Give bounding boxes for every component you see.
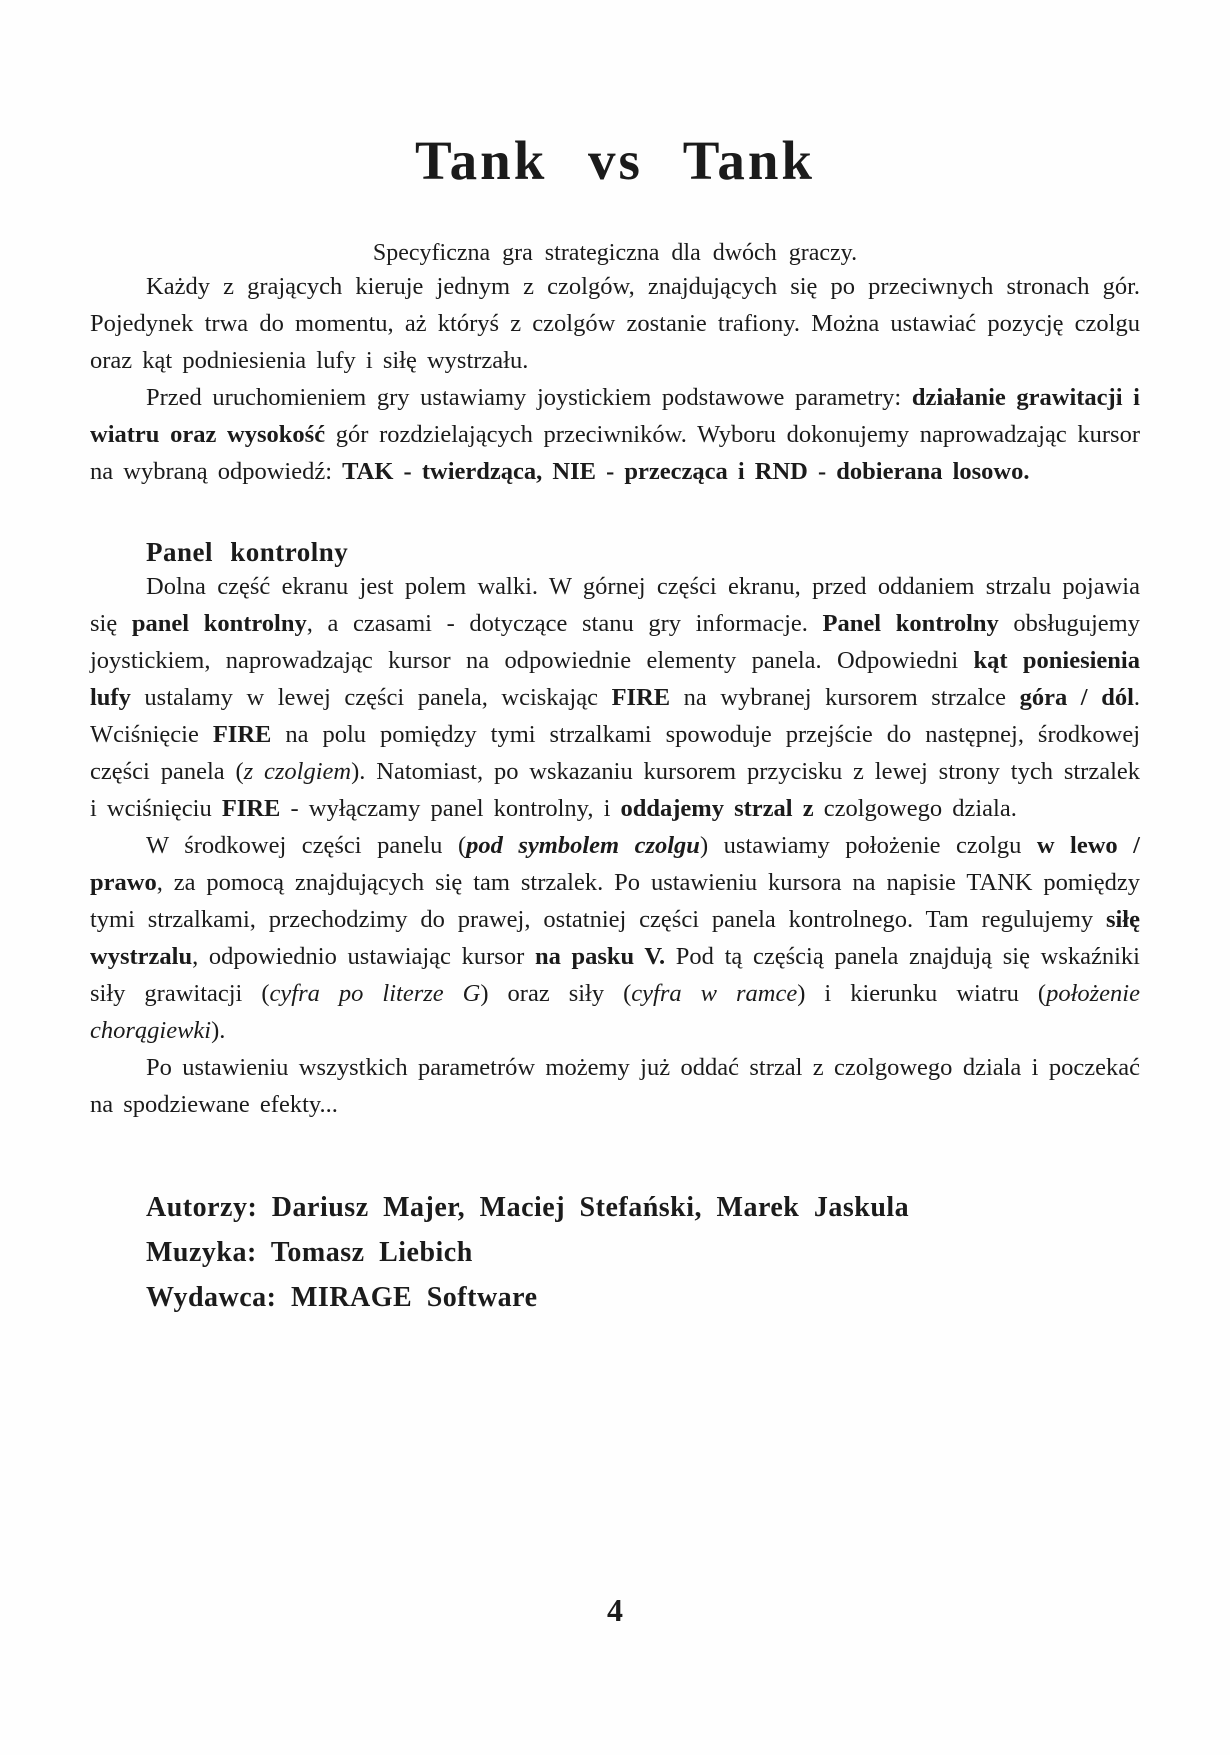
- text-run: działanie grawitacji i wiatru oraz wysokość: [90, 384, 1140, 448]
- text-run: na wybranej kursorem strzalce: [670, 684, 1020, 711]
- text-run: góra / dól: [1019, 684, 1134, 711]
- page-title: Tank vs Tank: [414, 130, 816, 191]
- text-run: ) ustawiamy położenie czolgu: [699, 832, 1037, 859]
- text-run: na polu pomiędzy tymi strzalkami spowoduje przejście do następnej, środkowej części panela (: [90, 721, 1141, 785]
- credits-authors: Autorzy: Dariusz Majer, Maciej Stefański, Marek Jaskula: [146, 1192, 910, 1223]
- text-run: na pasku V.: [534, 943, 666, 970]
- text-run: Po ustawieniu wszystkich parametrów możemy już oddać strzal z czolgowego dziala i poczekać na spodziewane efekty...: [90, 1054, 1140, 1118]
- page-number: 4: [607, 1592, 623, 1628]
- text-run: kąt poniesienia lufy: [90, 647, 1140, 711]
- text-run: ).: [211, 1017, 226, 1044]
- credits-music: Muzyka: Tomasz Liebich: [146, 1237, 473, 1268]
- text-run: czolgowego dziala.: [813, 795, 1017, 822]
- text-run: z czolgiem: [243, 758, 352, 785]
- text-run: TAK - twierdząca, NIE - przecząca i RND - dobierana losowo.: [342, 458, 1030, 485]
- text-run: Dolna część ekranu jest polem walki. W górnej części ekranu, przed oddaniem strzalu pojawia się: [90, 573, 1140, 637]
- text-run: , a czasami - dotyczące stanu gry informacje.: [306, 610, 823, 637]
- text-run: Pod tą częścią panela znajdują się wskaźniki siły grawitacji (: [90, 943, 1140, 1007]
- paragraph-middle-panel: [90, 827, 1140, 1049]
- subtitle: Specyficzna gra strategiczna dla dwóch graczy.: [372, 240, 858, 266]
- text-run: FIRE: [221, 795, 281, 822]
- text-run: ) oraz siły (: [480, 980, 632, 1007]
- text-run: gór rozdzielających przeciwników. Wyboru dokonujemy naprowadzając kursor na wybraną odpowiedź:: [90, 421, 1140, 485]
- text-run: Panel kontrolny: [822, 610, 999, 637]
- text-run: cyfra w ramce: [631, 980, 798, 1007]
- text-run: , odpowiednio ustawiając kursor: [192, 943, 535, 970]
- text-run: położenie chorągiewki: [90, 980, 1140, 1044]
- document-content: [90, 0, 1140, 1320]
- text-run: , za pomocą znajdujących się tam strzalek. Po ustawieniu kursora na napisie TANK pomiędzy tymi strzalkami, przechodzimy do prawej, ostatniej części panela kontrolnego. Tam regulujemy: [90, 869, 1140, 933]
- credits-publisher: Wydawca: MIRAGE Software: [146, 1282, 538, 1313]
- text-run: ustalamy w lewej części panela, wciskając: [130, 684, 612, 711]
- paragraph-setup-parameters: [90, 379, 1140, 490]
- text-run: siłę wystrzalu: [90, 906, 1140, 970]
- text-run: FIRE: [212, 721, 272, 748]
- text-run: - wyłączamy panel kontrolny, i: [280, 795, 621, 822]
- text-run: Każdy z grających kieruje jednym z czolgów, znajdujących się po przeciwnych stronach gór. Pojedynek trwa do momentu, aż któryś z czolgów zostanie trafiony. Można ustawiać pozycję czolgu oraz kąt podniesienia lufy i siłę wystrzału.: [90, 273, 1140, 374]
- text-run: ) i kierunku wiatru (: [797, 980, 1047, 1007]
- text-run: W środkowej części panelu (: [146, 832, 467, 859]
- paragraph-fire-effects: [90, 1049, 1140, 1123]
- section-heading-control-panel: Panel kontrolny: [146, 537, 349, 567]
- paragraph-control-panel: [90, 568, 1140, 827]
- text-run: . Wciśnięcie: [90, 684, 1140, 748]
- text-run: obsługujemy joystickiem, naprowadzając kursor na odpowiednie elementy panela. Odpowiedni: [90, 610, 1140, 674]
- text-run: panel kontrolny: [131, 610, 307, 637]
- text-run: oddajemy strzal z: [620, 795, 814, 822]
- text-run: FIRE: [611, 684, 671, 711]
- text-run: Przed uruchomieniem gry ustawiamy joystickiem podstawowe parametry:: [146, 384, 912, 411]
- credits-block: [146, 1185, 1140, 1320]
- paragraph-intro: [90, 268, 1140, 379]
- text-run: ). Natomiast, po wskazaniu kursorem przycisku z lewej strony tych strzalek i wciśnięciu: [90, 758, 1141, 822]
- text-run: w lewo / prawo: [90, 832, 1140, 896]
- text-run: cyfra po literze G: [269, 980, 481, 1007]
- text-run: pod symbolem czolgu: [466, 832, 700, 859]
